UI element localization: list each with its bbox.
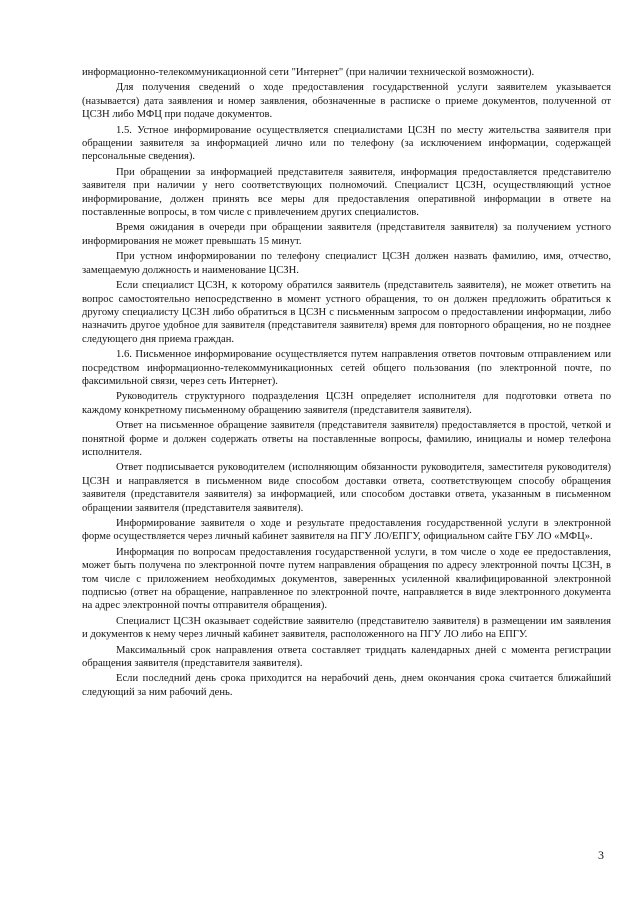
paragraph-7: Если специалист ЦСЗН, к которому обратился заявитель (представитель заявителя), не может ответить на вопрос самостоятельно непосредственно в момент устного обращения, то он должен предложить обратиться к другому специалисту ЦСЗН либо обратиться в ЦСЗН с письменным запросом о предоставлении информации, либо назначить другое удобное для заявителя (представителя заявителя) время для повторного обращения, но не позднее следующего дня приема граждан. [82,280,611,345]
paragraph-9: Руководитель структурного подразделения ЦСЗН определяет исполнителя для подготовки ответа по каждому конкретному письменному обращению заявителя (представителя заявителя). [82,391,611,416]
page-number: 3 [598,848,604,862]
paragraph-5: Время ожидания в очереди при обращении заявителя (представителя заявителя) за получением устного информирования не может превышать 15 минут. [82,222,611,247]
paragraph-10: Ответ на письменное обращение заявителя (представителя заявителя) предоставляется в простой, четкой и понятной форме и должен содержать ответы на поставленные вопросы, фамилию, инициалы и номер телефона исполнителя. [82,420,611,458]
paragraph-4: При обращении за информацией представителя заявителя, информация предоставляется представителю заявителя при наличии у него соответствующих полномочий. Специалист ЦСЗН, осуществляющий устное информирование, должен принять все меры для предоставления оперативной информации в ответе на поставленные вопросы, в том числе с привлечением других специалистов. [82,166,611,219]
paragraph-8: 1.6. Письменное информирование осуществляется путем направления ответов почтовым отправлением или посредством информационно-телекоммуникационных сетей общего пользования (по электронной почте, по факсимильной связи, через сеть Интернет). [82,349,611,387]
paragraph-13: Информация по вопросам предоставления государственной услуги, в том числе о ходе ее предоставления, может быть получена по электронной почте путем направления обращения по адресу электронной почты ЦСЗН, в том числе с приложением необходимых документов, заверенных усиленной квалифицированной электронной подписью (ответ на обращение, направленное по электронной почте, направляется в виде электронного документа на адрес электронной почты отправителя обращения). [82,546,611,612]
paragraph-12: Информирование заявителя о ходе и результате предоставления государственной услуги в электронной форме осуществляется через личный кабинет заявителя на ПГУ ЛО/ЕПГУ, официальном сайте ГБУ ЛО «МФЦ». [82,518,611,543]
paragraph-16: Если последний день срока приходится на нерабочий день, днем окончания срока считается ближайший следующий за ним рабочий день. [82,673,611,698]
paragraph-2: Для получения сведений о ходе предоставления государственной услуги заявителем указывается (называется) дата заявления и номер заявления, обозначенные в расписке о приеме документов, полученной от ЦСЗН либо МФЦ при подаче документов. [82,82,611,121]
paragraph-3: 1.5. Устное информирование осуществляется специалистами ЦСЗН по месту жительства заявителя при обращении заявителя за информацией лично или по телефону (за исключением информации, содержащей персональные сведения). [82,124,611,163]
paragraph-11: Ответ подписывается руководителем (исполняющим обязанности руководителя, заместителя руководителя) ЦСЗН и направляется в письменном виде способом доставки ответа, соответствующем способу обращения заявителя (представителя заявителя) за информацией, или способом доставки ответа, указанным в письменном обращении заявителя (представителя заявителя). [82,462,611,514]
paragraph-1: информационно-телекоммуникационной сети "Интернет" (при наличии технической возможности). [82,67,535,78]
paragraph-6: При устном информировании по телефону специалист ЦСЗН должен назвать фамилию, имя, отчество, замещаемую должность и наименование ЦСЗН. [82,251,611,276]
paragraph-14: Специалист ЦСЗН оказывает содействие заявителю (представителю заявителя) в размещении им заявления и документов к нему через личный кабинет заявителя, расположенного на ПГУ ЛО либо на ЕПГУ. [82,615,611,641]
paragraph-15: Максимальный срок направления ответа составляет тридцать календарных дней с момента регистрации обращения заявителя (представителя заявителя). [82,644,611,670]
